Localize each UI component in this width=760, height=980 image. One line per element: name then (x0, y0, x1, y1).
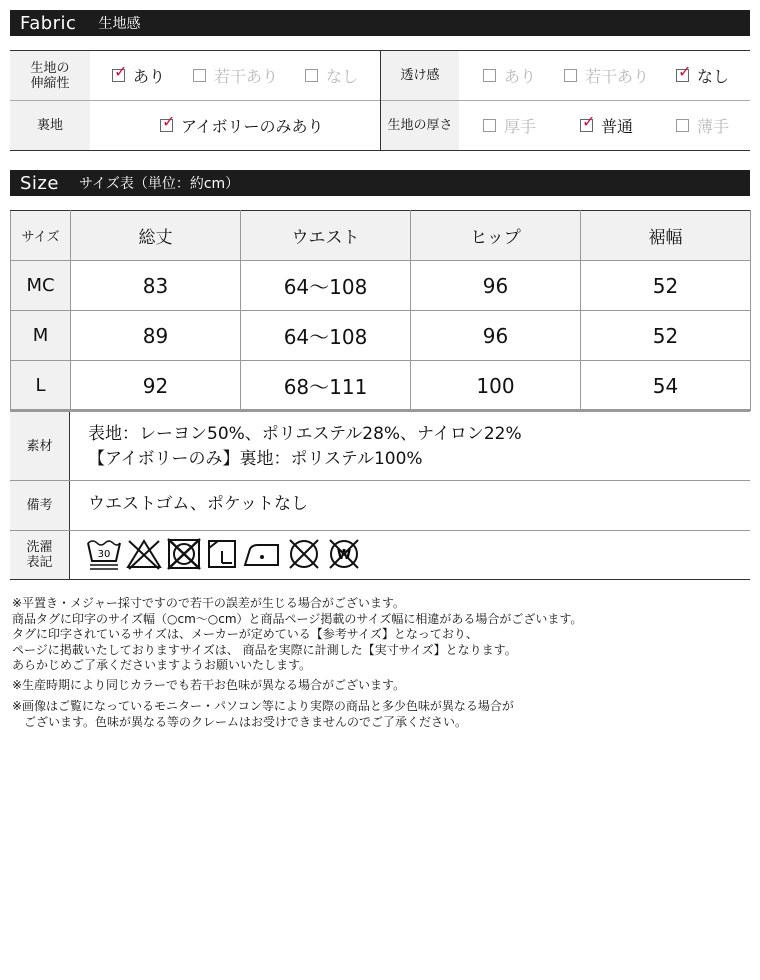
svg-text:W: W (336, 548, 352, 563)
checkbox-checked-icon: ✓ (678, 62, 692, 81)
size-title: Size (20, 172, 59, 194)
checkbox-empty-icon (483, 119, 496, 132)
size-section-header (10, 170, 750, 196)
table-cell: 100 (411, 361, 581, 411)
checkbox-empty-icon (193, 69, 206, 82)
size-name-cell: L (11, 361, 71, 411)
line-dry-shade-icon (206, 537, 238, 571)
notes (12, 596, 582, 730)
thickness-label: 生地の厚さ (381, 101, 459, 150)
note-line: タグに印字されているサイズは、メーカーが定めている【参考サイズ】となっており、 (12, 627, 478, 641)
checkbox-checked-icon: ✓ (114, 62, 128, 81)
table-cell: 52 (581, 261, 751, 311)
table-row (11, 261, 751, 311)
thickness-option-thick: 厚手 (483, 101, 536, 150)
fabric-divider (380, 51, 381, 151)
no-bleach-icon (126, 537, 162, 571)
size-table (10, 210, 751, 411)
note-line: ※生産時期により同じカラーでも若干お色味が異なる場合がございます。 (12, 677, 406, 692)
checkbox-checked-icon: ✓ (162, 112, 176, 131)
table-cell: 64〜108 (241, 261, 411, 311)
no-dry-clean-icon (286, 537, 322, 571)
sheerness-label: 透け感 (381, 51, 459, 100)
size-subtitle: サイズ表（単位：約cm） (78, 176, 240, 192)
size-name-cell: MC (11, 261, 71, 311)
remarks-value: ウエストゴム、ポケットなし (88, 494, 308, 514)
sheer-option-no: ✓ なし (678, 62, 730, 86)
table-row (11, 311, 751, 361)
stretch-label: 生地の 伸縮性 (10, 51, 90, 100)
material-label: 素材 (10, 412, 70, 480)
checkbox-empty-icon (676, 119, 689, 132)
fabric-section-header (10, 10, 750, 36)
lining-option-ivory: ✓ アイボリーのみあり (162, 112, 324, 136)
table-cell: 83 (71, 261, 241, 311)
note-line: 商品タグに印字のサイズ幅（○cm〜○cm）と商品ページ掲載のサイズ幅に相違がある場合がございます。 (12, 611, 583, 626)
note-line: ページに掲載いたしておりますサイズは、 商品を実際に計測した【実寸サイズ】となります。 (12, 642, 517, 657)
iron-low-icon (242, 537, 282, 571)
checkbox-empty-icon (483, 69, 496, 82)
table-cell: 52 (581, 311, 751, 361)
note-line: ※画像はご覧になっているモニター・パソコン等により実際の商品と多少色味が異なる場合が (12, 699, 514, 713)
care-label: 洗濯 表記 (10, 531, 70, 579)
fabric-title: Fabric (20, 12, 77, 34)
thickness-option-normal: ✓ 普通 (582, 112, 634, 136)
checkbox-empty-icon (305, 69, 318, 82)
care-row (10, 531, 750, 580)
checkbox-empty-icon (564, 69, 577, 82)
fabric-table (10, 50, 750, 151)
note-line: ございます。色味が異なる等のクレームはお受けできませんのでご了承ください。 (12, 714, 468, 729)
no-wet-clean-icon (326, 537, 362, 571)
svg-text:30: 30 (97, 549, 111, 560)
stretch-option-no: なし (305, 51, 358, 100)
material-row (10, 412, 750, 481)
stretch-option-yes: ✓ あり (114, 62, 166, 86)
table-cell: 96 (411, 311, 581, 361)
size-header-cell: サイズ (11, 211, 71, 261)
size-table-header-row (11, 211, 751, 261)
table-cell: 68〜111 (241, 361, 411, 411)
sheer-option-yes: あり (483, 51, 536, 100)
size-header-cell: ウエスト (241, 211, 411, 261)
note-line: あらかじめご了承くださいますようお願いいたします。 (12, 658, 312, 672)
table-row (11, 361, 751, 411)
thickness-option-thin: 薄手 (676, 101, 729, 150)
no-tumble-dry-icon (166, 537, 202, 571)
checkbox-checked-icon: ✓ (582, 112, 596, 131)
stretch-option-slight: 若干あり (193, 51, 278, 100)
size-header-cell: ヒップ (411, 211, 581, 261)
fabric-subtitle: 生地感 (98, 16, 141, 32)
table-cell: 89 (71, 311, 241, 361)
size-name-cell: M (11, 311, 71, 361)
size-header-cell: 総丈 (71, 211, 241, 261)
sheer-option-slight: 若干あり (564, 51, 649, 100)
table-cell: 96 (411, 261, 581, 311)
remarks-label: 備考 (10, 481, 70, 530)
lining-label: 裏地 (10, 101, 90, 150)
note-line: ※平置き・メジャー採寸ですので若干の誤差が生じる場合がございます。 (12, 596, 405, 610)
remarks-row (10, 481, 750, 531)
size-header-cell: 裾幅 (581, 211, 751, 261)
wash-30-gentle-icon (86, 537, 122, 571)
table-cell: 64〜108 (241, 311, 411, 361)
care-icons (86, 537, 362, 571)
table-cell: 92 (71, 361, 241, 411)
table-cell: 54 (581, 361, 751, 411)
material-value: 表地：レーヨン50%、ポリエステル28%、ナイロン22% 【アイボリーのみ】裏地：ポリステル100% (88, 424, 522, 469)
